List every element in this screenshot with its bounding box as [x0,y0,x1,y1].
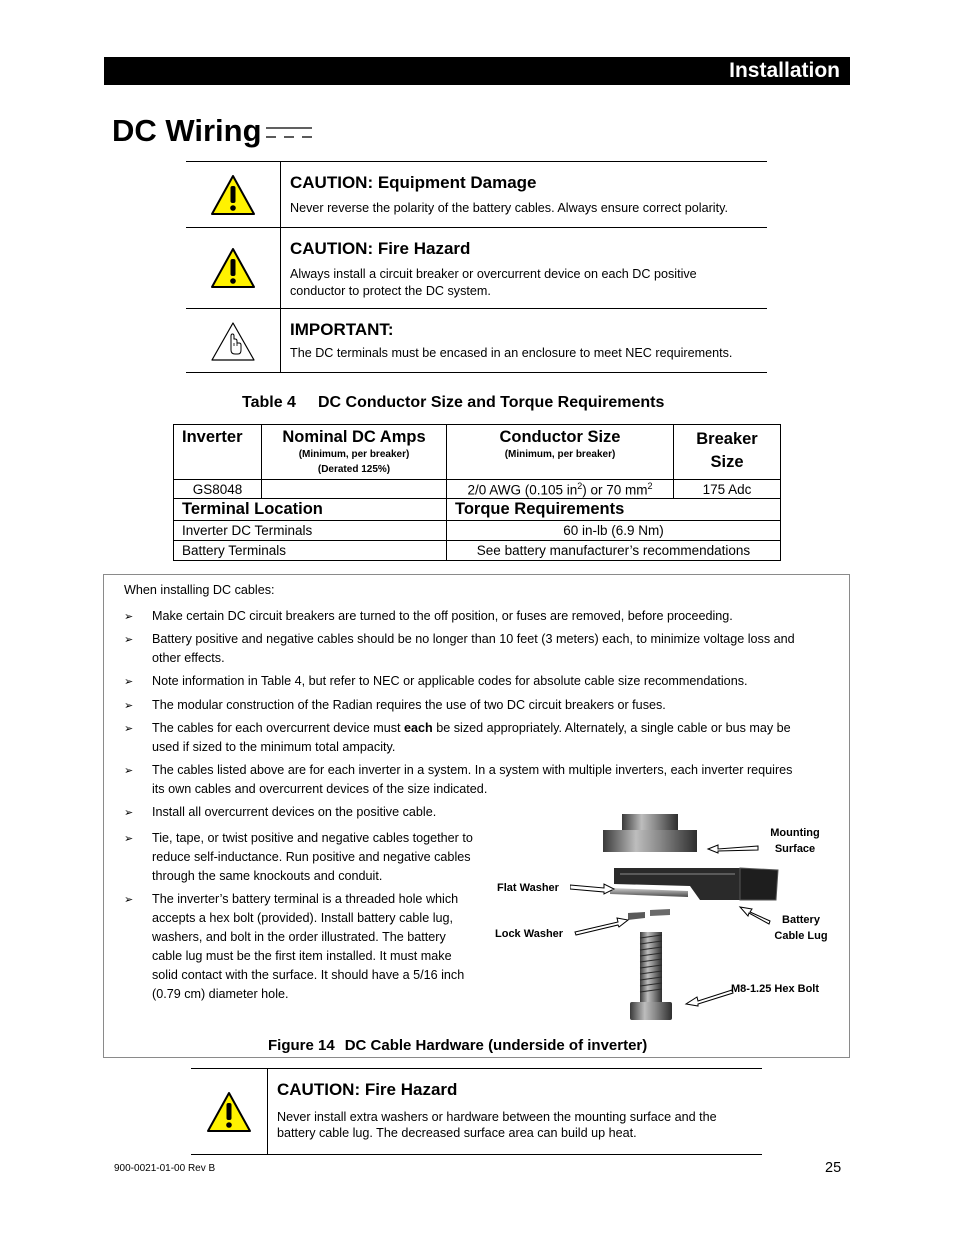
cell-torque: 60 in-lb (6.9 Nm) [447,521,781,541]
table-header-row [174,425,781,480]
caution-title: CAUTION: Equipment Damage [290,173,537,192]
notes-intro: When installing DC cables: [124,583,275,597]
bullet-arrow-icon: ➢ [124,893,134,906]
header-torque: Torque Requirements [447,499,781,521]
bullet-arrow-icon: ➢ [124,610,134,623]
table-row [174,480,781,499]
header-breaker: Size [710,453,744,471]
table-title: DC Conductor Size and Torque Requirements [317,394,665,411]
figure-number: Figure 14 [268,1037,335,1054]
important-note [186,309,767,372]
caution-title: CAUTION: Fire Hazard [277,1080,458,1099]
installation-notes-box: When installing DC cables: ➢ Make certain DC circuit breakers are turned to the off position, or fuses are removed, before proceeding. ➢ Battery positive and negative cables should be no longer than 10 feet (3 meters) each, to minimize voltage loss and other effects. ➢ Note information in Table 4, but refer to NEC or applicable codes for absolute cable size recommendations. ➢ The modular construction of the Radian requires the use of two DC circuit breakers or fuses. ➢ The cables for each overcurrent device must each be sized appropriately. Alternately, a single cable or bus may be used if sized to the minimum total ampacity. ➢ The cables listed above are for each inverter in a system. In a system with multiple inverters, each inverter requires its own cables and overcurrent devices of the size indicated. ➢ Install all overcurrent devices on the positive cable. ➢ Tie, tape, or twist positive and negative cables together to reduce self-inductance. Run positive and negative cables through the same knockouts and conduit. ➢ The inverter’s battery terminal is a threaded hole which accepts a hex bolt (provided). Install battery cable lug, washers, and bolt in the order illustrated. The battery cable lug must be the first item installed. It must make solid contact with the surface. It should have a 5/16 inch (0.79 cm) diameter hole. [103,574,850,1058]
cell-inverter: GS8048 [174,480,262,499]
cell-amps [262,480,447,499]
page-number: 25 [825,1160,842,1176]
cell-location: Battery Terminals [174,541,447,561]
caution-body-line: conductor to protect the DC system. [290,284,491,298]
header-inverter: Inverter [182,428,243,446]
important-title: IMPORTANT: [290,320,394,339]
header-terminal-location: Terminal Location [174,499,447,521]
caution-fire-hazard [186,228,767,308]
header-conductor-sub: (Minimum, per breaker) [504,449,616,460]
hex-bolt [630,932,672,1020]
header-breaker: Breaker [696,430,758,448]
table-row [174,521,781,541]
bullet-arrow-icon: ➢ [124,633,134,646]
table-number: Table 4 [242,394,296,411]
section-header-bar [104,57,850,85]
bullet-arrow-icon: ➢ [124,699,134,712]
header-conductor-size: Conductor Size [499,428,621,446]
important-body: The DC terminals must be encased in an enclosure to meet NEC requirements. [290,346,733,360]
caution-body-line: battery cable lug. The decreased surface area can build up heat. [277,1126,637,1140]
bullet-arrow-icon: ➢ [124,764,134,777]
bullet-arrow-icon: ➢ [124,675,134,688]
section-title: Installation [729,59,840,82]
warning-icon [206,1091,252,1133]
mounting-surface [603,814,697,852]
header-amps-sub: (Minimum, per breaker) [298,449,410,460]
label-lock-washer: Lock Washer [495,928,564,940]
label-mounting-surface: Mounting Surface [770,827,820,855]
label-hex-bolt: M8-1.25 Hex Bolt [731,983,820,995]
table-row [174,541,781,561]
header-nominal-amps: Nominal DC Amps [282,428,426,446]
header-amps-sub: (Derated 125%) [317,464,391,475]
caution-body: Never reverse the polarity of the battery cables. Always ensure correct polarity. [290,201,728,215]
battery-cable-lug [614,868,778,900]
caution-body-line: Never install extra washers or hardware between the mounting surface and the [277,1110,717,1124]
cell-conductor: 2/0 AWG (0.105 $in^2$) or 70 $mm^2$ [447,480,674,499]
figure-caption [268,1037,647,1054]
bottom-caution-block [191,1068,762,1155]
cell-breaker: 175 Adc [674,480,781,499]
table-caption [242,394,664,412]
label-battery-cable-lug: Battery Cable Lug [774,914,828,942]
dc-conductor-table [173,424,781,561]
bullet-arrow-icon: ➢ [124,722,134,735]
label-flat-washer: Flat Washer [497,882,559,894]
caution-fire-hazard [191,1069,762,1154]
caution-block [186,161,767,373]
dc-symbol-icon [266,126,312,140]
warning-icon [210,174,256,216]
caution-equipment-damage [186,162,767,227]
figure-title: DC Cable Hardware (underside of inverter) [344,1037,648,1054]
document-number: 900-0021-01-00 Rev B [114,1163,216,1174]
cell-torque: See battery manufacturer’s recommendations [447,541,781,561]
bullet-arrow-icon: ➢ [124,832,134,845]
warning-icon [210,247,256,289]
lock-washer [628,909,670,920]
cell-location: Inverter DC Terminals [174,521,447,541]
flat-washer [610,888,688,897]
caution-body-line: Always install a circuit breaker or overcurrent device on each DC positive [290,267,697,281]
important-hand-icon [210,320,256,362]
bullet-arrow-icon: ➢ [124,806,134,819]
caution-title: CAUTION: Fire Hazard [290,239,471,258]
page-title: DC Wiring [112,113,262,148]
torque-header-row [174,499,781,521]
